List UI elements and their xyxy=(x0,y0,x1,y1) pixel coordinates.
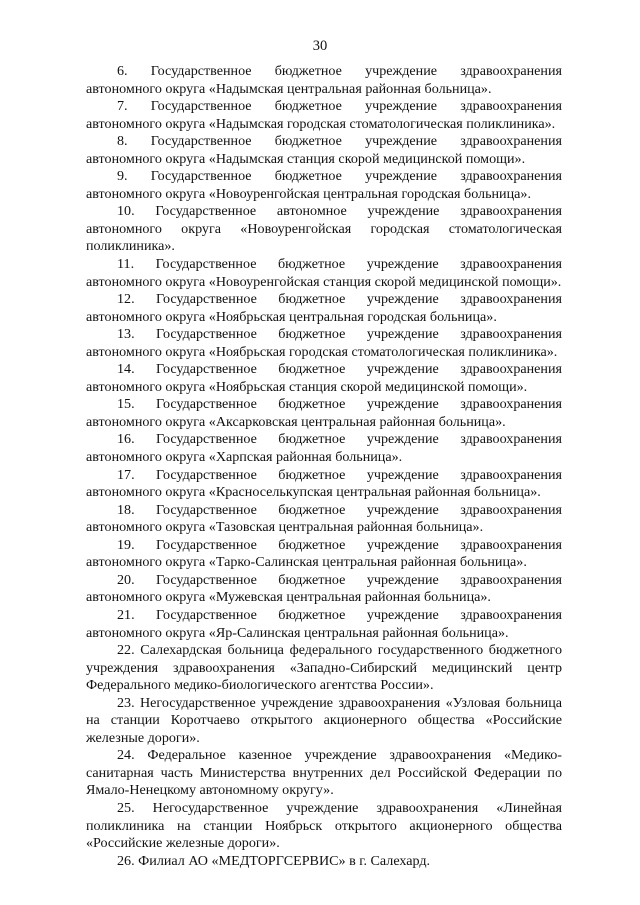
list-item: 21. Государственное бюджетное учреждение здравоохранения автономного округа «Яр-Салинская центральная районная больница». xyxy=(86,606,562,641)
list-item: 18. Государственное бюджетное учреждение здравоохранения автономного округа «Тазовская центральная районная больница». xyxy=(86,501,562,536)
list-item: 15. Государственное бюджетное учреждение здравоохранения автономного округа «Аксарковская центральная районная больница». xyxy=(86,396,562,430)
list-item: 19. Государственное бюджетное учреждение здравоохранения автономного округа «Тарко-Салинская центральная районная больница». xyxy=(86,536,562,571)
list-item: 11. Государственное бюджетное учреждение здравоохранения автономного округа «Новоуренгойская станция скорой медицинской помощи». xyxy=(86,256,562,290)
document-body xyxy=(86,63,562,870)
list-item: 26. Филиал АО «МЕДТОРГСЕРВИС» в г. Салехард. xyxy=(117,852,431,869)
list-item: 13. Государственное бюджетное учреждение здравоохранения автономного округа «Ноябрьская городская стоматологическая поликлиника». xyxy=(86,326,562,360)
page-number: 30 xyxy=(312,38,328,54)
list-item: 6. Государственное бюджетное учреждение здравоохранения автономного округа «Надымская центральная районная больница». xyxy=(86,63,562,97)
list-item: 7. Государственное бюджетное учреждение здравоохранения автономного округа «Надымская городская стоматологическая поликлиника». xyxy=(86,98,562,132)
list-item: 25. Негосударственное учреждение здравоохранения «Линейная поликлиника на станции Ноябрьск открытого акционерного общества «Российские железные дороги». xyxy=(86,799,562,852)
list-item: 22. Салехардская больница федерального государственного бюджетного учреждения здравоохранения «Западно-Сибирский медицинский центр Федерального медико-биологического агентства России». xyxy=(86,642,562,694)
list-item: 20. Государственное бюджетное учреждение здравоохранения автономного округа «Мужевская центральная районная больница». xyxy=(86,571,562,606)
list-item: 8. Государственное бюджетное учреждение здравоохранения автономного округа «Надымская станция скорой медицинской помощи». xyxy=(86,133,562,167)
list-item: 16. Государственное бюджетное учреждение здравоохранения автономного округа «Харпская районная больница». xyxy=(86,431,562,466)
list-item: 23. Негосударственное учреждение здравоохранения «Узловая больница на станции Коротчаево открытого акционерного общества «Российские железные дороги». xyxy=(86,694,562,746)
list-item: 17. Государственное бюджетное учреждение здравоохранения автономного округа «Красноселькупская центральная районная больница». xyxy=(86,466,562,501)
list-item: 14. Государственное бюджетное учреждение здравоохранения автономного округа «Ноябрьская станция скорой медицинской помощи». xyxy=(86,361,562,395)
list-item: 12. Государственное бюджетное учреждение здравоохранения автономного округа «Ноябрьская центральная городская больница». xyxy=(86,291,562,325)
list-item: 10. Государственное автономное учреждение здравоохранения автономного округа «Новоуренгойская городская стоматологическая поликлиника». xyxy=(86,203,562,255)
list-item: 24. Федеральное казенное учреждение здравоохранения «Медико-санитарная часть Министерства внутренних дел Российской Федерации по Ямало-Ненецкому автономному округу». xyxy=(86,747,562,799)
list-item: 9. Государственное бюджетное учреждение здравоохранения автономного округа «Новоуренгойская центральная городская больница». xyxy=(86,168,562,202)
